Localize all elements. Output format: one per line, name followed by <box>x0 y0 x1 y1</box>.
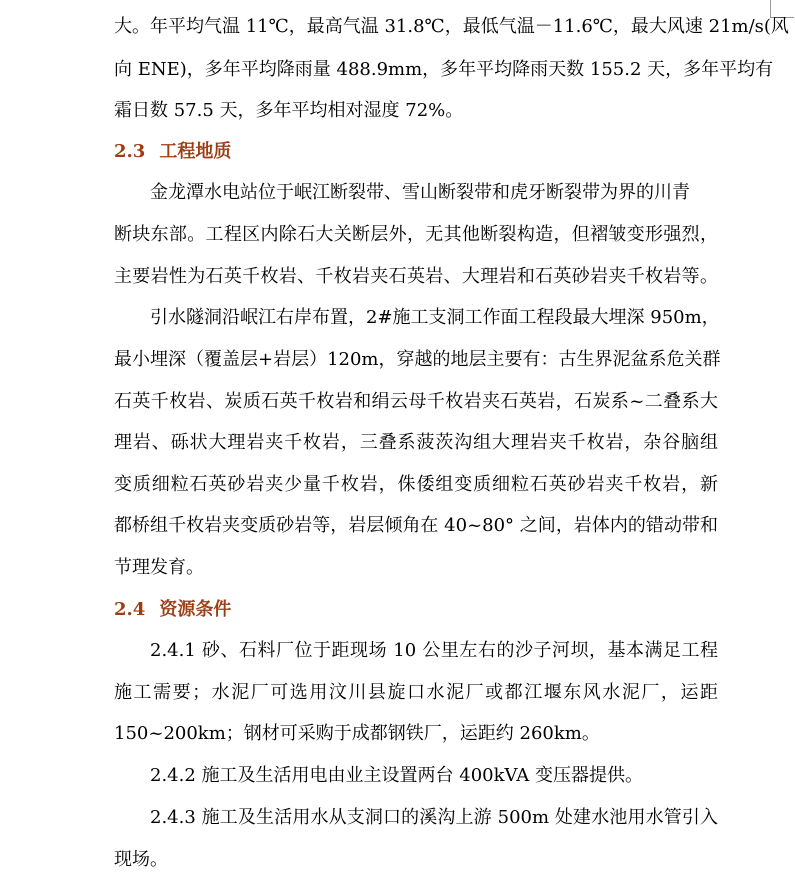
section-number: 2.4 <box>114 599 146 620</box>
text-line: 现场。 <box>114 849 168 870</box>
text-line: 主要岩性为石英千枚岩、千枚岩夹石英岩、大理岩和石英砂岩夹千枚岩等。 <box>114 266 718 287</box>
text-line: 变质细粒石英砂岩夹少量千枚岩，侏倭组变质细粒石英砂岩夹千枚岩，新 <box>114 474 718 495</box>
section-heading-2-3 <box>114 137 231 167</box>
text-line: 都桥组千枚岩夹变质砂岩等，岩层倾角在 40~80° 之间，岩体内的错动带和 <box>114 515 718 536</box>
section-number: 2.3 <box>114 141 146 162</box>
section-title: 资源条件 <box>159 599 232 620</box>
text-line: 石英千枚岩、炭质石英千枚岩和绢云母千枚岩夹石英岩，石炭系~二叠系大 <box>114 391 718 412</box>
text-line: 金龙潭水电站位于岷江断裂带、雪山断裂带和虎牙断裂带为界的川青 <box>150 182 690 203</box>
text-line: 节理发育。 <box>114 557 204 578</box>
text-line: 大。年平均气温 11℃，最高气温 31.8℃，最低气温－11.6℃，最大风速 21m/s(风 <box>114 16 789 37</box>
text-line: 2.4.1 砂、石料厂位于距现场 10 公里左右的沙子河坝，基本满足工程 <box>150 640 718 661</box>
section-title: 工程地质 <box>159 141 232 162</box>
text-line: 霜日数 57.5 天，多年平均相对湿度 72%。 <box>114 100 464 121</box>
section-heading-2-4 <box>114 595 231 625</box>
text-line: 2.4.2 施工及生活用电由业主设置两台 400kVA 变压器提供。 <box>150 765 644 786</box>
text-line: 向 ENE)，多年平均降雨量 488.9mm，多年平均降雨天数 155.2 天，多年平均有 <box>114 59 774 80</box>
text-line: 2.4.3 施工及生活用水从支洞口的溪沟上游 500m 处建水池用水管引入 <box>150 807 718 828</box>
text-line: 理岩、砾状大理岩夹千枚岩，三叠系菠茨沟组大理岩夹千枚岩，杂谷脑组 <box>114 432 718 453</box>
text-line: 施工需要；水泥厂可选用汶川县旋口水泥厂或都江堰东风水泥厂，运距 <box>114 682 718 703</box>
text-line: 最小埋深（覆盖层+岩层）120m，穿越的地层主要有：古生界泥盆系危关群 <box>114 349 721 370</box>
text-line: 断块东部。工程区内除石大关断层外，无其他断裂构造，但褶皱变形强烈， <box>114 224 718 245</box>
text-line: 150~200km；钢材可采购于成都钢铁厂，运距约 260km。 <box>114 723 600 744</box>
text-line: 引水隧洞沿岷江右岸布置，2#施工支洞工作面工程段最大埋深 950m， <box>150 307 720 328</box>
